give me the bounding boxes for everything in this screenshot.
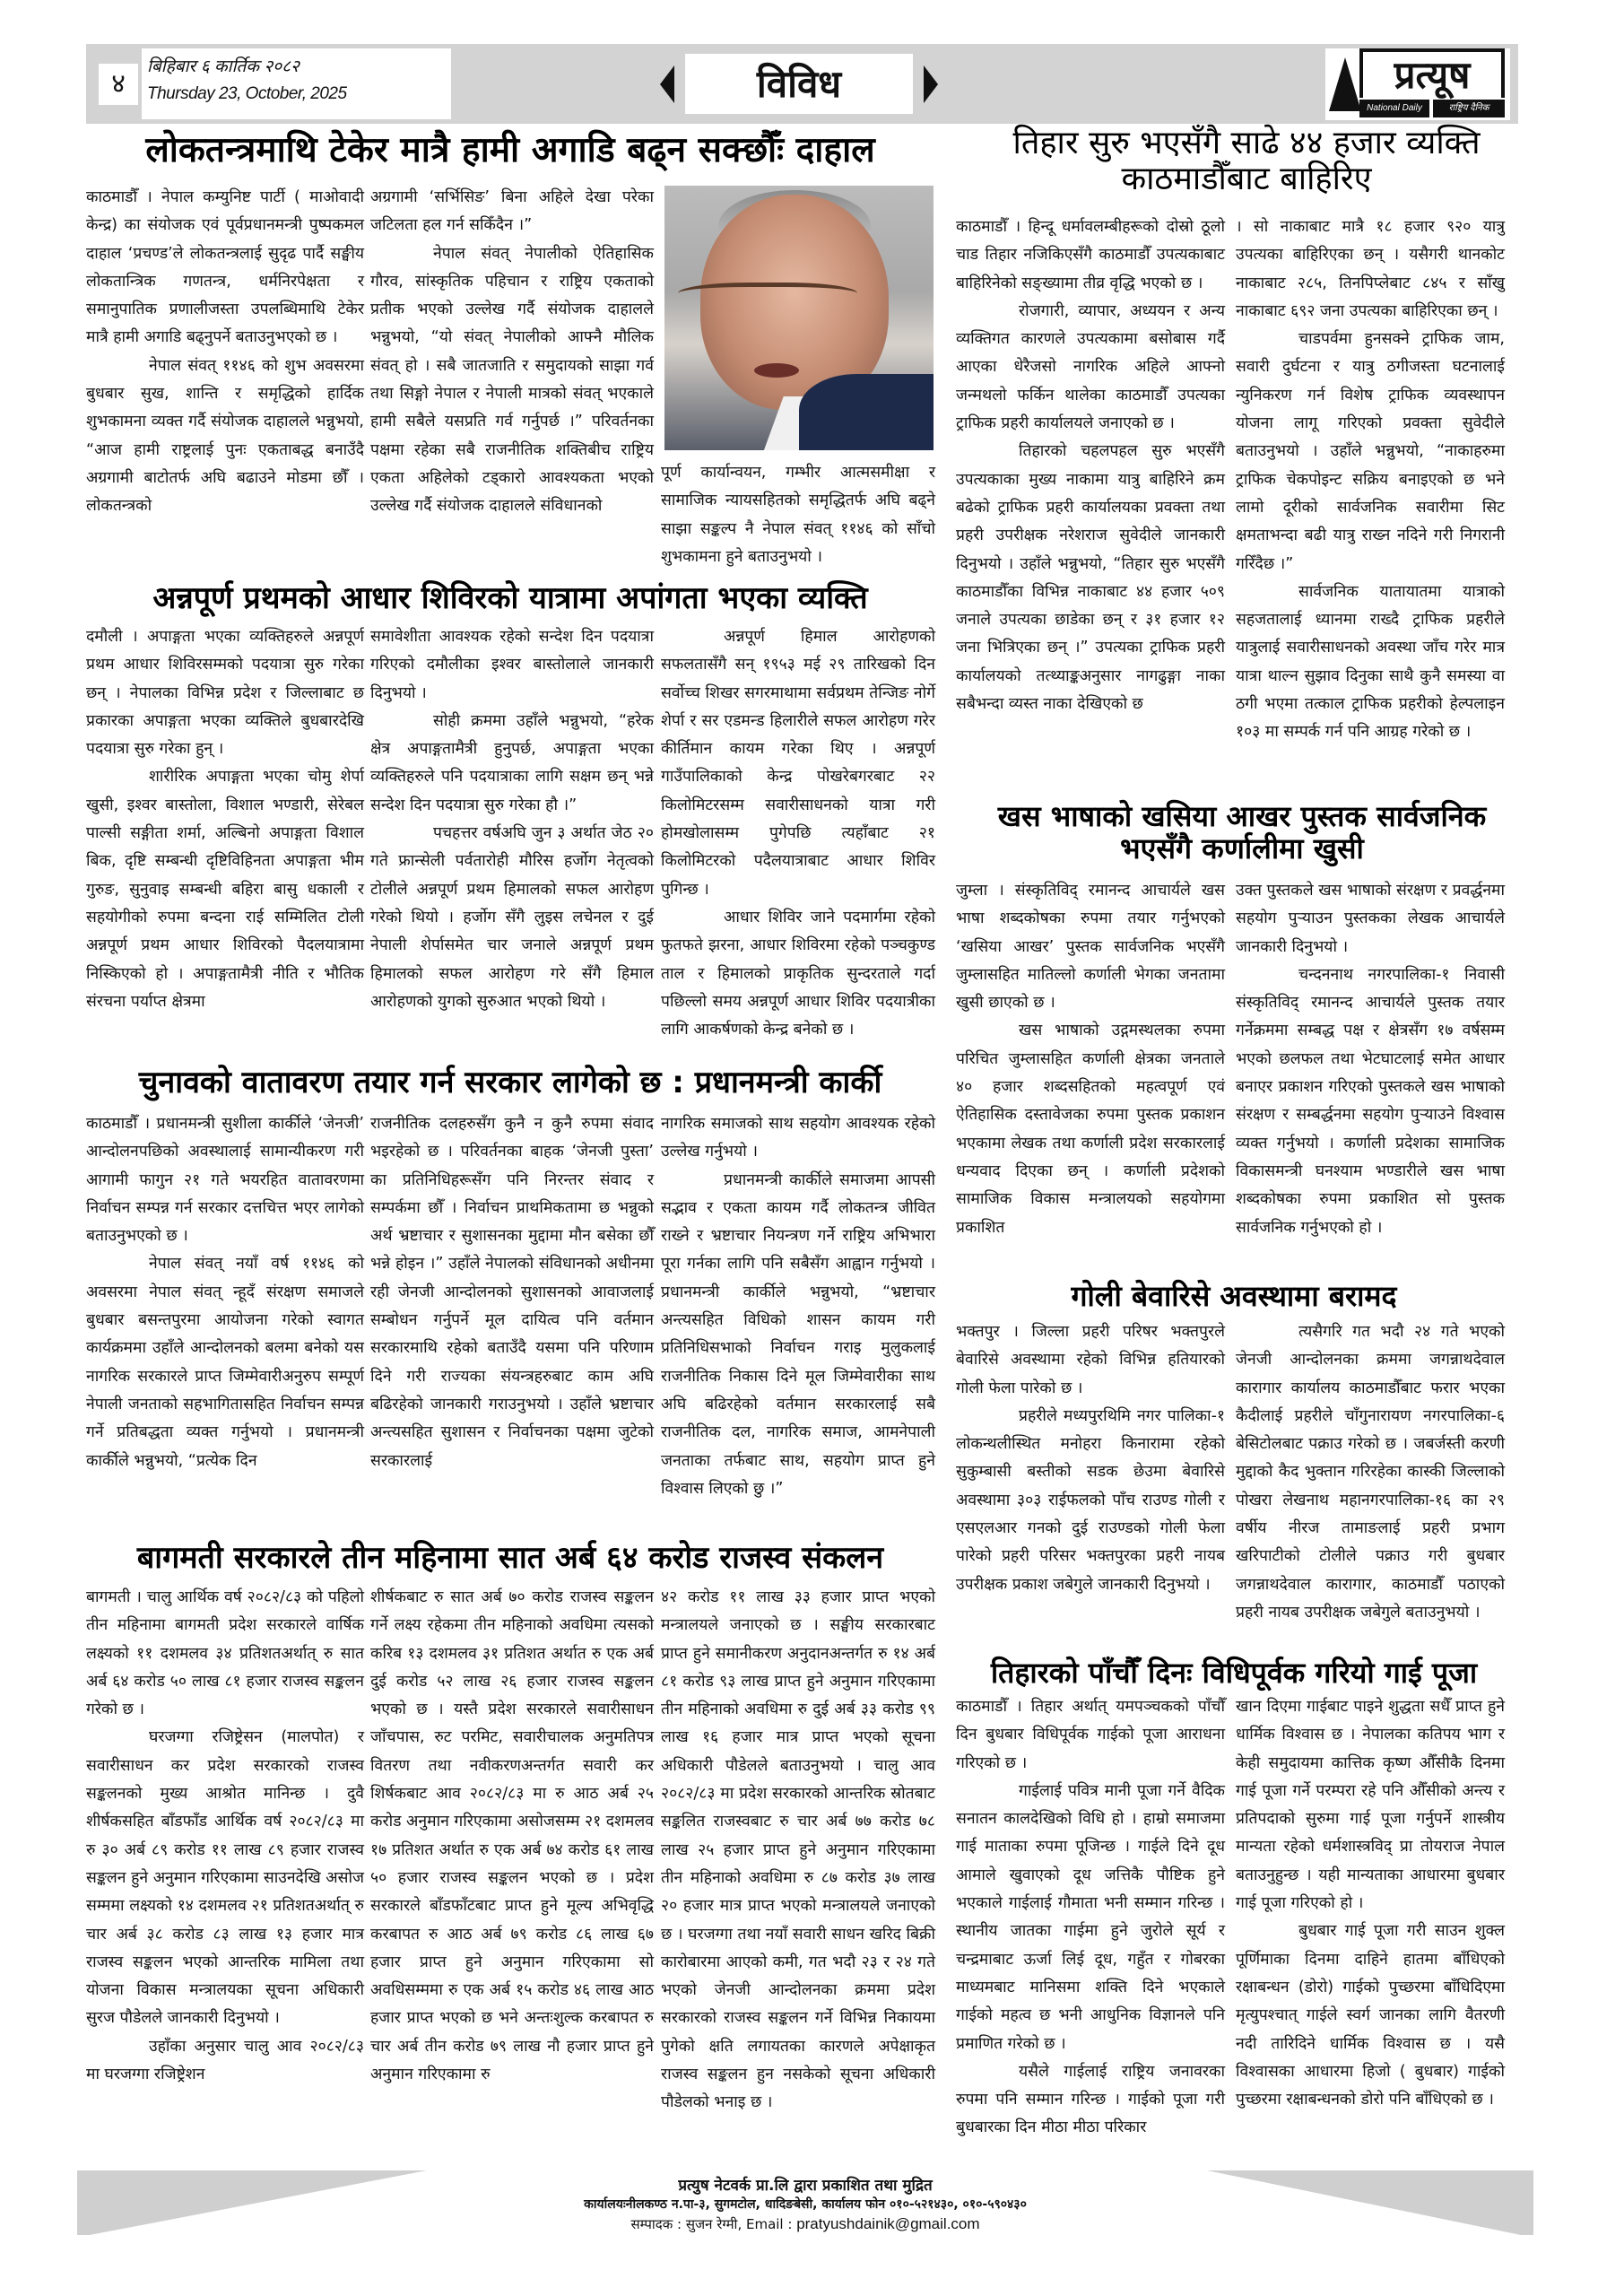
footer bbox=[77, 2170, 1533, 2235]
headline-bagmati: बागमती सरकारले तीन महिनामा सात अर्ब ६४ करोड राजस्व संकलन bbox=[136, 1540, 884, 1576]
article-tihar-exodus-col-2 bbox=[1236, 213, 1505, 747]
article-khas-book-col-1 bbox=[956, 877, 1225, 1242]
paragraph: बुधबार गाई पूजा गरी साउन शुक्ल पूर्णिमाका दिनमा दाहिने हातमा बाँधिएको रक्षाबन्धन (डोरो) गाईको पुच्छरमा बाँधिदिएमा मृत्युपश्चात् गाईले स्वर्ग जानका लागि वैतरणी नदी तारिदिने धार्मिक विश्वास छ । यसै विश्वासका आधारमा हिजो ( बुधबार) गाईको पुच्छरमा रक्षाबन्धनको डोरो पनि बाँधिएको छ । bbox=[1236, 1922, 1505, 2109]
paragraph: काठमाडौँ । तिहार अर्थात् यमपञ्चकको पाँचौँ दिन बुधबार विधिपूर्वक गाईको पूजा आराधना गरिएको छ । bbox=[956, 1698, 1225, 1772]
paragraph: दमौली । अपाङ्गता भएका व्यक्तिहरुले अन्नपूर्ण प्रथम आधार शिविरसम्मको पदयात्रा सुरु गरेका छन् । नेपालका विभिन्न प्रदेश र जिल्लाबाट छ प्रकारका अपाङ्गता भएका व्यक्तिले बुधबारदेखि पदयात्रा सुरु गरेका हुन् । bbox=[86, 628, 364, 759]
date-english: Thursday 23, October, 2025 bbox=[147, 84, 347, 103]
mountain-peak-icon bbox=[1329, 57, 1361, 111]
headline-bullets: गोली बेवारिसे अवस्थामा बरामद bbox=[1071, 1279, 1397, 1313]
paragraph: प्रधानमन्त्री कार्कीले समाजमा आपसी सद्भाव र एकता कायम गर्दै लोकतन्त्र जीवित राख्ने र भ्रष्टाचार नियन्त्रण गर्ने राष्ट्रिय अभिभारा पूरा गर्नका लागि पनि सबैसँग आह्वान गर्नुभयो । प्रधानमन्त्री कार्कीले भन्नुभयो, “भ्रष्टाचार अन्त्यसहित विधिको शासन कायम गरी प्रतिनिधिसभाको निर्वाचन गराइ मुलुकलाई राजनीतिक निकास दिने मूल जिम्मेवारीका साथ अघि बढिरहेको वर्तमान सरकारलाई सबै राजनीतिक दल, नागरिक समाज, आमनेपाली जनताका तर्फबाट साथ, सहयोग प्राप्त हुने विश्वास लिएको छु ।” bbox=[661, 1170, 935, 1498]
article-cow-puja-col-1 bbox=[956, 1693, 1225, 2143]
date-box bbox=[142, 48, 451, 119]
article-bagmati-col-1 bbox=[86, 1584, 364, 2089]
paragraph: जुम्ला । संस्कृतिविद् रमानन्द आचार्यले खस भाषा शब्दकोषका रुपमा तयार गर्नुभएको ‘खसिया आखर’ पुस्तक सार्वजनिक भएसँगै जुम्लासहित मातिल्लो कर्णाली भेगका जनतामा खुसी छाएको छ । bbox=[956, 882, 1225, 1013]
article-karki-col-1 bbox=[86, 1110, 364, 1475]
paragraph: उहाँका अनुसार चालु आव २०८२/८३ मा घरजग्गा रजिष्ट्रेशन bbox=[86, 2037, 364, 2084]
paragraph: नेपाल संवत् ११४६ को शुभ अवसरमा बुधबार सुख, शान्ति र समृद्धिको हार्दिक शुभकामना व्यक्त गर्दै संयोजक दाहालले भन्नुभयो, “आज हामी राष्ट्रलाई पुनः एकताबद्ध बनाउँदै अग्रगामी बाटोतर्फ अघि बढाउने मोडमा छौँ । लोकतन्त्रको bbox=[86, 356, 364, 516]
article-tihar-exodus-col-1 bbox=[956, 213, 1225, 718]
paragraph: खस भाषाको उद्गमस्थलका रुपमा परिचित जुम्लासहित कर्णाली क्षेत्रका जनताले ४० हजार शब्दसहितको महत्वपूर्ण एवं ऐतिहासिक दस्तावेजका रुपमा पुस्तक प्रकाशन भएकामा लेखक तथा कर्णाली प्रदेश सरकारलाई धन्यवाद दिएका छन् । कर्णाली प्रदेशको सामाजिक विकास मन्त्रालयको सहयोगमा प्रकाशित bbox=[956, 1022, 1225, 1237]
logo-tag-nepali: राष्ट्रिय दैनिक bbox=[1433, 100, 1505, 117]
paragraph: नेपाल संवत् नयाँ वर्ष ११४६ को अवसरमा नेपाल संवत् न्हूदँ संरक्षण समाजले बुधबार बसन्तपुरमा आयोजना गरेको स्वागत कार्यक्रममा उहाँले आन्दोलनको बलमा बनेको यस नागरिक सरकारले प्राप्त जिम्मेवारीअनुरुप सम्पूर्ण नेपाली जनताको सहभागितासहित निर्वाचन सम्पन्न गर्ने प्रतिबद्धता व्यक्त गर्नुभयो । प्रधानमन्त्री कार्कीले भन्नुभयो, “प्रत्येक दिन bbox=[86, 1255, 364, 1470]
footer-email-link[interactable]: pratyushdainik@gmail.com bbox=[796, 2215, 980, 2232]
article-khas-book-col-2 bbox=[1236, 877, 1505, 1242]
article-dahal-col-3 bbox=[661, 459, 935, 571]
masthead bbox=[86, 44, 1518, 124]
paragraph: गाईलाई पवित्र मानी पूजा गर्ने वैदिक सनातन कालदेखिको विधि हो । हाम्रो समाजमा गाई माताका रुपमा पूजिन्छ । गाईले दिने दूध आमाले खुवाएको दूध जत्तिकै पौष्टिक हुने भएकाले गाईलाई गौमाता भनी सम्मान गरिन्छ । स्थानीय जातका गाईमा हुने जुरोले सूर्य र चन्द्रमाबाट ऊर्जा लिई दूध, गहुँत र गोबरका माध्यमबाट मानिसमा शक्ति दिने भएकाले गाईको महत्व छ भनी आधुनिक विज्ञानले पनि प्रमाणित गरेको छ । bbox=[956, 1781, 1225, 2053]
newspaper-logo bbox=[1325, 48, 1510, 120]
paragraph: भक्तपुर । जिल्ला प्रहरी परिषर भक्तपुरले बेवारिसे अवस्थामा रहेको विभिन्न हतियारको गोली फेला पारेको छ । bbox=[956, 1323, 1225, 1397]
article-annapurna-col-1 bbox=[86, 623, 364, 1016]
article-annapurna-col-3 bbox=[661, 623, 935, 1044]
footer-editor-label: सम्पादक : सुजन रेग्मी, Email : bbox=[630, 2216, 797, 2232]
date-nepali: बिहिबार ६ कार्तिक २०८२ bbox=[147, 57, 300, 76]
paragraph: चन्दननाथ नगरपालिका-१ निवासी संस्कृतिविद् रमानन्द आचार्यले पुस्तक तयार गर्नेक्रममा सम्बद्ध पक्ष र क्षेत्रसँग १७ वर्षसम्म भएको छलफल तथा भेटघाटलाई समेत आधार बनाएर प्रकाशन गरिएको पुस्तकले खस भाषाको संरक्षण र सम्बर्द्धनमा सहयोग पुऱ्याउने विश्वास व्यक्त गर्नुभयो । कर्णाली प्रदेशका सामाजिक विकासमन्त्री घनश्याम भण्डारीले खस भाषा शब्दकोषका रुपमा प्रकाशित सो पुस्तक सार्वजनिक गर्नुभएको हो । bbox=[1236, 965, 1505, 1237]
headline-karki: चुनावको वातावरण तयार गर्न सरकार लागेको छ : प्रधानमन्त्री कार्की bbox=[138, 1065, 882, 1100]
article-bullets-col-1 bbox=[956, 1318, 1225, 1599]
paragraph: नागरिक समाजको साथ सहयोग आवश्यक रहेको उल्लेख गर्नुभयो । bbox=[661, 1115, 935, 1161]
paragraph: सार्वजनिक यातायातमा यात्राको सहजतालाई ध्यानमा राख्दै ट्राफिक प्रहरीले यात्रुलाई सवारीसाधनको अवस्था जाँच गरेर मात्र यात्रा थाल्न सुझाव दिनुका साथै कुनै समस्या वा ठगी भएमा तत्काल ट्राफिक प्रहरीको हेल्पलाइन १०३ मा सम्पर्क गर्न पनि आग्रह गरेको छ । bbox=[1236, 582, 1505, 742]
article-dahal-col-2 bbox=[370, 184, 654, 521]
paragraph: तिहारको चहलपहल सुरु भएसँगै उपत्यकाका मुख्य नाकामा यात्रु बाहिरिने क्रम बढेको ट्राफिक प्रहरी कार्यालयका प्रवक्ता तथा प्रहरी उपरीक्षक नरेशराज सुवेदीले जानकारी दिनुभयो । उहाँले भन्नुभयो, “तिहार सुरु भएसँगै काठमाडौँका विभिन्न नाकाबाट ४४ हजार ५०९ जनाले उपत्यका छाडेका छन् र ३१ हजार १२ जना भित्रिएका छन् ।” उपत्यका ट्राफिक प्रहरी कार्यालयको तत्थ्याङ्कअनुसार नागढुङ्गा नाका सबैभन्दा व्यस्त नाका देखिएको छ bbox=[956, 442, 1225, 714]
headline-dahal: लोकतन्त्रमाथि टेकेर मात्रै हामी अगाडि बढ्न सक्छौँः दाहाल bbox=[145, 130, 875, 170]
paragraph: बागमती । चालु आर्थिक वर्ष २०८२/८३ को पहिलो तीन महिनामा बागमती प्रदेश सरकारले वार्षिक लक्ष्यको ११ दशमलव ३४ प्रतिशतअर्थात् रु सात अर्ब ६४ करोड ५० लाख ८१ हजार राजस्व सङ्कलन गरेको छ । bbox=[86, 1588, 364, 1719]
paragraph: शीर्षकबाट रु सात अर्ब ७० करोड राजस्व सङ्कलन गर्ने लक्ष्य रहेकमा तीन महिनाको अवधिमा त्यसको करिब १३ दशमलव ३१ प्रतिशत अर्थात रु एक अर्ब दुई करोड ५२ लाख २६ हजार राजस्व सङ्कलन भएको छ । यस्तै प्रदेश सरकारले सवारीसाधन जाँचपास, रुट परमिट, सवारीचालक अनुमतिपत्र वितरण तथा नवीकरणअन्तर्गत सवारी कर शिर्षकबाट आव २०८२/८३ मा रु आठ अर्ब २५ करोड अनुमान गरिएकामा असोजसम्म २१ दशमलव १७ प्रतिशत अर्थात रु एक अर्ब ७४ करोड ६१ लाख ५० हजार राजस्व सङ्कलन भएको छ । प्रदेश सरकारले बाँडफाँटबाट प्राप्त हुने मूल्य अभिवृद्धि करबापत रु आठ अर्ब ७९ करोड ८६ लाख ६७ हजार प्राप्त हुने अनुमान गरिएकामा सो अवधिसम्ममा रु एक अर्ब १५ करोड ४६ लाख आठ हजार प्राप्त भएको छ भने अन्तःशुल्क करबापत रु चार अर्ब तीन करोड ७९ लाख नौ हजार प्राप्त हुने अनुमान गरिएकामा रु bbox=[370, 1588, 654, 2084]
footer-publisher: प्रत्युष नेटवर्क प्रा.लि द्वारा प्रकाशित तथा मुद्रित bbox=[678, 2177, 933, 2195]
paragraph: सोही क्रममा उहाँले भन्नुभयो, “हरेक क्षेत्र अपाङ्गतामैत्री हुनुपर्छ, अपाङ्गता भएका व्यक्तिहरुले पनि पदयात्राका लागि सक्षम छन् भन्ने सन्देश दिन पदयात्रा सुरु गरेका हौ ।” bbox=[370, 711, 654, 814]
paragraph: उक्त पुस्तकले खस भाषाको संरक्षण र प्रवर्द्धनमा सहयोग पुऱ्याउन पुस्तकका लेखक आचार्यले जानकारी दिनुभयो । bbox=[1236, 882, 1505, 956]
footer-address: कार्यालयःनीलकण्ठ न.पा-३, सुगमटोल, धादिङबेसी, कार्यालय फोन ०१०-५२१४३०, ०१०-५९०४३० bbox=[584, 2197, 1027, 2212]
article-annapurna-col-2 bbox=[370, 623, 654, 1016]
headline-tihar-exodus: तिहार सुरु भएसँगै साढे ४४ हजार व्यक्ति काठमाडौँबाट बाहिरिए bbox=[1012, 125, 1481, 198]
next-section-arrow-icon[interactable] bbox=[924, 65, 938, 103]
article-dahal-col-1 bbox=[86, 184, 364, 521]
paragraph: अन्नपूर्ण हिमाल आरोहणको सफलतासँगै सन् १९५३ मई २९ तारिखको दिन सर्वोच्च शिखर सगरमाथामा सर्वप्रथम तेन्जिङ नोर्गे शेर्पा र सर एडमन्ड हिलारीले सफल आरोहण गरेर कीर्तिमान कायम गरेका थिए । अन्नपूर्ण गाउँपालिकाको केन्द्र पोखरेबगरबाट २२ किलोमिटरसम्म सवारीसाधनको यात्रा गरी होमखोलासम्म पुगेपछि त्यहाँबाट २१ किलोमिटरको पदैलयात्राबाट आधार शिविर पुगिन्छ । bbox=[661, 628, 935, 899]
page-number: ४ bbox=[99, 64, 138, 105]
paragraph: अग्रगामी ‘सर्भिसिङ’ बिना अहिले देखा परेका जटिलता हल गर्न सकिँदैन ।” bbox=[370, 188, 654, 235]
headline-cow-puja: तिहारको पाँचौँ दिनः विधिपूर्वक गरियो गाई पूजा bbox=[990, 1656, 1478, 1690]
article-bagmati-col-2 bbox=[370, 1584, 654, 2089]
paragraph: रोजगारी, व्यापार, अध्ययन र अन्य व्यक्तिगत कारणले उपत्यकामा बसोबास गर्दै आएका धेरैजसो नागरिक अहिले आफ्नो जन्मथलो फर्किन थालेका काठमाडौँ उपत्यका ट्राफिक प्रहरी कार्यालयले जनाएको छ । bbox=[956, 301, 1225, 433]
paragraph: नेपाल संवत् नेपालीको ऐतिहासिक गौरव, सांस्कृतिक पहिचान र राष्ट्रिय एकताको प्रतीक भएको उल्लेख गर्दै संयोजक दाहालले भन्नुभयो, “यो संवत् नेपालीको आफ्नै मौलिक संवत् हो । सबै जातजाति र समुदायको साझा गर्व तथा सिङ्गो नेपाल र नेपाली मात्रको संवत् भएकाले हामी सबैले यसप्रति गर्व गर्नुपर्छ ।” परिवर्तनका पक्षमा रहेका सबै राजनीतिक शक्तिबीच राष्ट्रिय एकता अहिलेको टड्कारो आवश्यकता भएको उल्लेख गर्दै संयोजक दाहालले संविधानको bbox=[370, 244, 654, 516]
article-karki-col-2 bbox=[370, 1110, 654, 1475]
paragraph: राजनीतिक दलहरुसँग कुनै न कुनै रुपमा संवाद भइरहेको छ । परिवर्तनका बाहक ‘जेनजी पुस्ता’ का प्रतिनिधिहरूसँग पनि निरन्तर संवाद र सम्पर्कमा छौँ । निर्वाचन प्राथमिकतामा छ भन्नुको अर्थ भ्रष्टाचार र सुशासनका मुद्दामा मौन बसेका छौँ भन्ने होइन ।” उहाँले नेपालको संविधानको अधीनमा रही जेनजी आन्दोलनको सुशासनको आवाजलाई सम्बोधन गर्नुपर्ने मूल दायित्व पनि वर्तमान सरकारमाथि रहेको बताउँदै यसमा पनि परिणाम दिने गरी राज्यका संयन्त्रहरुबाट काम अघि बढिरहेको जानकारी गराउनुभयो । उहाँले भ्रष्टाचार अन्त्यसहित सुशासन र निर्वाचनका पक्षमा जुटेको सरकारलाई bbox=[370, 1115, 654, 1470]
article-bullets-col-2 bbox=[1236, 1318, 1505, 1627]
paragraph: घरजग्गा रजिष्ट्रेसन (मालपोत) र सवारीसाधन कर प्रदेश सरकारको राजस्व सङ्कलनको मुख्य आश्रोत मानिन्छ । दुवै शीर्षकसहित बाँडफाँड आर्थिक वर्ष २०८२/८३ मा रु ३० अर्ब ८९ करोड ११ लाख ८९ हजार राजस्व सङ्कलन हुने अनुमान गरिएकामा साउनदेखि असोज सम्ममा लक्ष्यको १४ दशमलव २१ प्रतिशतअर्थात् रु चार अर्ब ३८ करोड ८३ लाख १३ हजार मात्र राजस्व सङ्कलन भएको आन्तरिक मामिला तथा योजना विकास मन्त्रालयका सूचना अधिकारी सुरज पौडेलले जानकारी दिनुभयो । bbox=[86, 1728, 364, 2028]
section-title: विविध bbox=[685, 54, 913, 114]
logo-tag-english: National Daily bbox=[1359, 100, 1429, 117]
logo-name: प्रत्यूष bbox=[1359, 48, 1505, 98]
paragraph: खान दिएमा गाईबाट पाइने शुद्धता सधैँ प्राप्त हुने धार्मिक विश्वास छ । नेपालका कतिपय भाग र केही समुदायमा कात्तिक कृष्ण औँसीकै दिनमा गाई पूजा गर्ने परम्परा रहे पनि औँसीको अन्त्य र प्रतिपदाको सुरुमा गाई पूजा गर्नुपर्ने शास्त्रीय मान्यता रहेको धर्मशास्त्रविद् प्रा तोयराज नेपाल बताउनुहुन्छ । यही मान्यताका आधारमा बुधबार गाई पूजा गरिएको हो । bbox=[1236, 1698, 1505, 1913]
paragraph: आधार शिविर जाने पदमार्गमा रहेको फुतफते झरना, आधार शिविरमा रहेको पञ्चकुण्ड ताल र हिमालको प्राकृतिक सुन्दरताले गर्दा पछिल्लो समय अन्नपूर्ण आधार शिविर पदयात्रीका लागि आकर्षणको केन्द्र बनेको छ । bbox=[661, 908, 935, 1039]
headline-annapurna: अन्नपूर्ण प्रथमको आधार शिविरको यात्रामा अपांगता भएका व्यक्ति bbox=[152, 580, 868, 616]
article-cow-puja-col-2 bbox=[1236, 1693, 1505, 2114]
paragraph: त्यसैगरि गत भदौ २४ गते भएको जेनजी आन्दोलनका क्रममा जगन्नाथदेवाल कारागार कार्यालय काठमाडौँबाट फरार भएका कैदीलाई प्रहरीले चाँगुनारायण नगरपालिका-६ बेसिटोलबाट पक्राउ गरेको छ । जबर्जस्ती करणी मुद्दाको कैद भुक्तान गरिरहेका कास्की जिल्लाको पोखरा लेखनाथ महानगरपालिका-१६ का २९ वर्षीय नीरज तामाङलाई प्रहरी प्रभाग खरिपाटीको टोलीले पक्राउ गरी बुधबार जगन्नाथदेवाल कारागार, काठमाडौँ पठाएको प्रहरी नायब उपरीक्षक जबेगुले बताउनुभयो । bbox=[1236, 1323, 1505, 1622]
paragraph: काठमाडौँ । प्रधानमन्त्री सुशीला कार्कीले ‘जेनजी’ आन्दोलनपछिको अवस्थालाई सामान्यीकरण गरी आगामी फागुन २१ गते भयरहित वातावरणमा निर्वाचन सम्पन्न गर्न सरकार दत्तचित्त भएर लागेको बताउनुभएको छ । bbox=[86, 1115, 364, 1246]
article-bagmati-col-3 bbox=[661, 1584, 935, 2118]
paragraph: यसैले गाईलाई राष्ट्रिय जनावरका रुपमा पनि सम्मान गरिन्छ । गाईको पूजा गरी बुधबारका दिन मीठा मीठा परिकार bbox=[956, 2062, 1225, 2137]
paragraph: समावेशीता आवश्यक रहेको सन्देश दिन पदयात्रा गरिएको दमौलीका इश्वर बास्तोलाले जानकारी दिनुभयो । bbox=[370, 628, 654, 702]
paragraph: पचहत्तर वर्षअघि जुन ३ अर्थात जेठ २० गते फ्रान्सेली पर्वतारोही मौरिस हर्जोग नेतृत्वको टोलीले अन्नपूर्ण प्रथम हिमालको सफल आरोहण गरेको थियो । हर्जोग सँगै लुइस लचेनल र दुई नेपाली शेर्पासमेत चार जनाले अन्नपूर्ण प्रथम हिमालको सफल आरोहण गरे सँगै हिमाल आरोहणको युगको सुरुआत भएको थियो । bbox=[370, 824, 654, 1011]
dahal-portrait-photo bbox=[664, 186, 934, 450]
paragraph: काठमाडौँ । हिन्दू धर्मावलम्बीहरूको दोस्रो ठूलो चाड तिहार नजिकिएसँगै काठमाडौँ उपत्यकाबाट बाहिरिनेको सङ्ख्यामा तीव्र वृद्धि भएको छ । bbox=[956, 218, 1225, 292]
paragraph: चाडपर्वमा हुनसक्ने ट्राफिक जाम, सवारी दुर्घटना र यात्रु ठगीजस्ता घटनालाई न्युनिकरण गर्न विशेष ट्राफिक व्यवस्थापन योजना लागू गरिएको प्रवक्ता सुवेदीले बताउनुभयो । उहाँले भन्नुभयो, “नाकाहरुमा ट्राफिक चेकपोइन्ट सक्रिय बनाइएको छ भने लामो दूरीको सार्वजनिक सवारीमा सिट क्षमताभन्दा बढी यात्रु राख्न नदिने गरी निगरानी गरिँदैछ ।” bbox=[1236, 330, 1505, 573]
article-karki-col-3 bbox=[661, 1110, 935, 1503]
paragraph: काठमाडौँ । नेपाल कम्युनिष्ट पार्टी ( माओवादी केन्द्र) का संयोजक एवं पूर्वप्रधानमन्त्री पुष्पकमल दाहाल ‘प्रचण्ड’ले लोकतन्त्रलाई सुदृढ पार्दै सङ्घीय लोकतान्त्रिक गणतन्त्र, धर्मनिरपेक्षता र समानुपातिक प्रणालीजस्ता उपलब्धिमाथि टेकेर मात्रै हामी अगाडि बढ्नुपर्ने बताउनुभएको छ । bbox=[86, 188, 364, 347]
paragraph: । सो नाकाबाट मात्रै १८ हजार ९२० यात्रु उपत्यका बाहिरिएका छन् । यसैगरी थानकोट नाकाबाट २८५, तिनपिप्लेबाट ८४५ र साँखु नाकाबाट ६९२ जना उपत्यका बाहिरिएका छन् । bbox=[1236, 218, 1505, 320]
previous-section-arrow-icon[interactable] bbox=[660, 65, 674, 103]
paragraph: ४२ करोड ११ लाख ३३ हजार प्राप्त भएको मन्त्रालयले जनाएको छ । सङ्घीय सरकारबाट प्राप्त हुने समानीकरण अनुदानअन्तर्गत रु १४ अर्ब ८१ करोड ९३ लाख प्राप्त हुने अनुमान गरिएकामा तीन महिनाको अवधिमा रु दुई अर्ब ३३ करोड ९९ लाख १६ हजार मात्र प्राप्त भएको सूचना अधिकारी पौडेलले बताउनुभयो । चालु आव २०८२/८३ मा प्रदेश सरकारको आन्तरिक स्रोतबाट सङ्कलित राजस्वबाट रु चार अर्ब ७७ करोड ७८ लाख २५ हजार प्राप्त हुने अनुमान गरिएकामा तीन महिनाको अवधिमा रु ८७ करोड ३७ लाख २० हजार मात्र प्राप्त भएको मन्त्रालयले जनाएको छ । घरजग्गा तथा नयाँ सवारी साधन खरिद बिक्री कारोबारमा आएको कमी, गत भदौ २३ र २४ गते भएको जेनजी आन्दोलनका क्रममा प्रदेश सरकारको राजस्व सङ्कलन गर्ने विभिन्न निकायमा पुगेको क्षति लगायतका कारणले अपेक्षाकृत राजस्व सङ्कलन हुन नसकेको सूचना अधिकारी पौडेलको भनाइ छ । bbox=[661, 1588, 935, 2112]
paragraph: शारीरिक अपाङ्गता भएका चोमु शेर्पा खुसी, इश्वर बास्तोला, विशाल भण्डारी, सेरेबल पाल्सी सङ्गीता शर्मा, अल्बिनो अपाङ्गता विशाल बिक, दृष्टि सम्बन्धी दृष्टिविहिनता अपाङ्गता भीम गुरुङ, सुनुवाइ सम्बन्धी बहिरा बासु धकाली र सहयोगीको रुपमा बन्दना राई सम्मिलित टोली अन्नपूर्ण प्रथम आधार शिविरको पैदलयात्रामा निस्किएको हो । अपाङ्गतामैत्री नीति र भौतिक संरचना पर्याप्त क्षेत्रमा bbox=[86, 768, 364, 1011]
paragraph: पूर्ण कार्यान्वयन, गम्भीर आत्मसमीक्षा र सामाजिक न्यायसहितको समृद्धितर्फ अघि बढ्ने साझा सङ्कल्प नै नेपाल संवत् ११४६ को साँचो शुभकामना हुने बताउनुभयो । bbox=[661, 464, 935, 566]
footer-editor bbox=[77, 2215, 1533, 2233]
headline-khas-book: खस भाषाको खसिया आखर पुस्तक सार्वजनिक भएसँगै कर्णालीमा खुसी bbox=[997, 799, 1487, 865]
paragraph: प्रहरीले मध्यपुरथिमि नगर पालिका-१ लोकन्थलीस्थित मनोहरा किनारामा रहेको सुकुम्बासी बस्तीको सडक छेउमा बेवारिसे अवस्थामा ३०३ राईफलको पाँच राउण्ड गोली र एसएलआर गनको दुई राउण्डको गोली फेला पारेको प्रहरी परिसर भक्तपुरका प्रहरी नायब उपरीक्षक प्रकाश जबेगुले जानकारी दिनुभयो । bbox=[956, 1406, 1225, 1594]
